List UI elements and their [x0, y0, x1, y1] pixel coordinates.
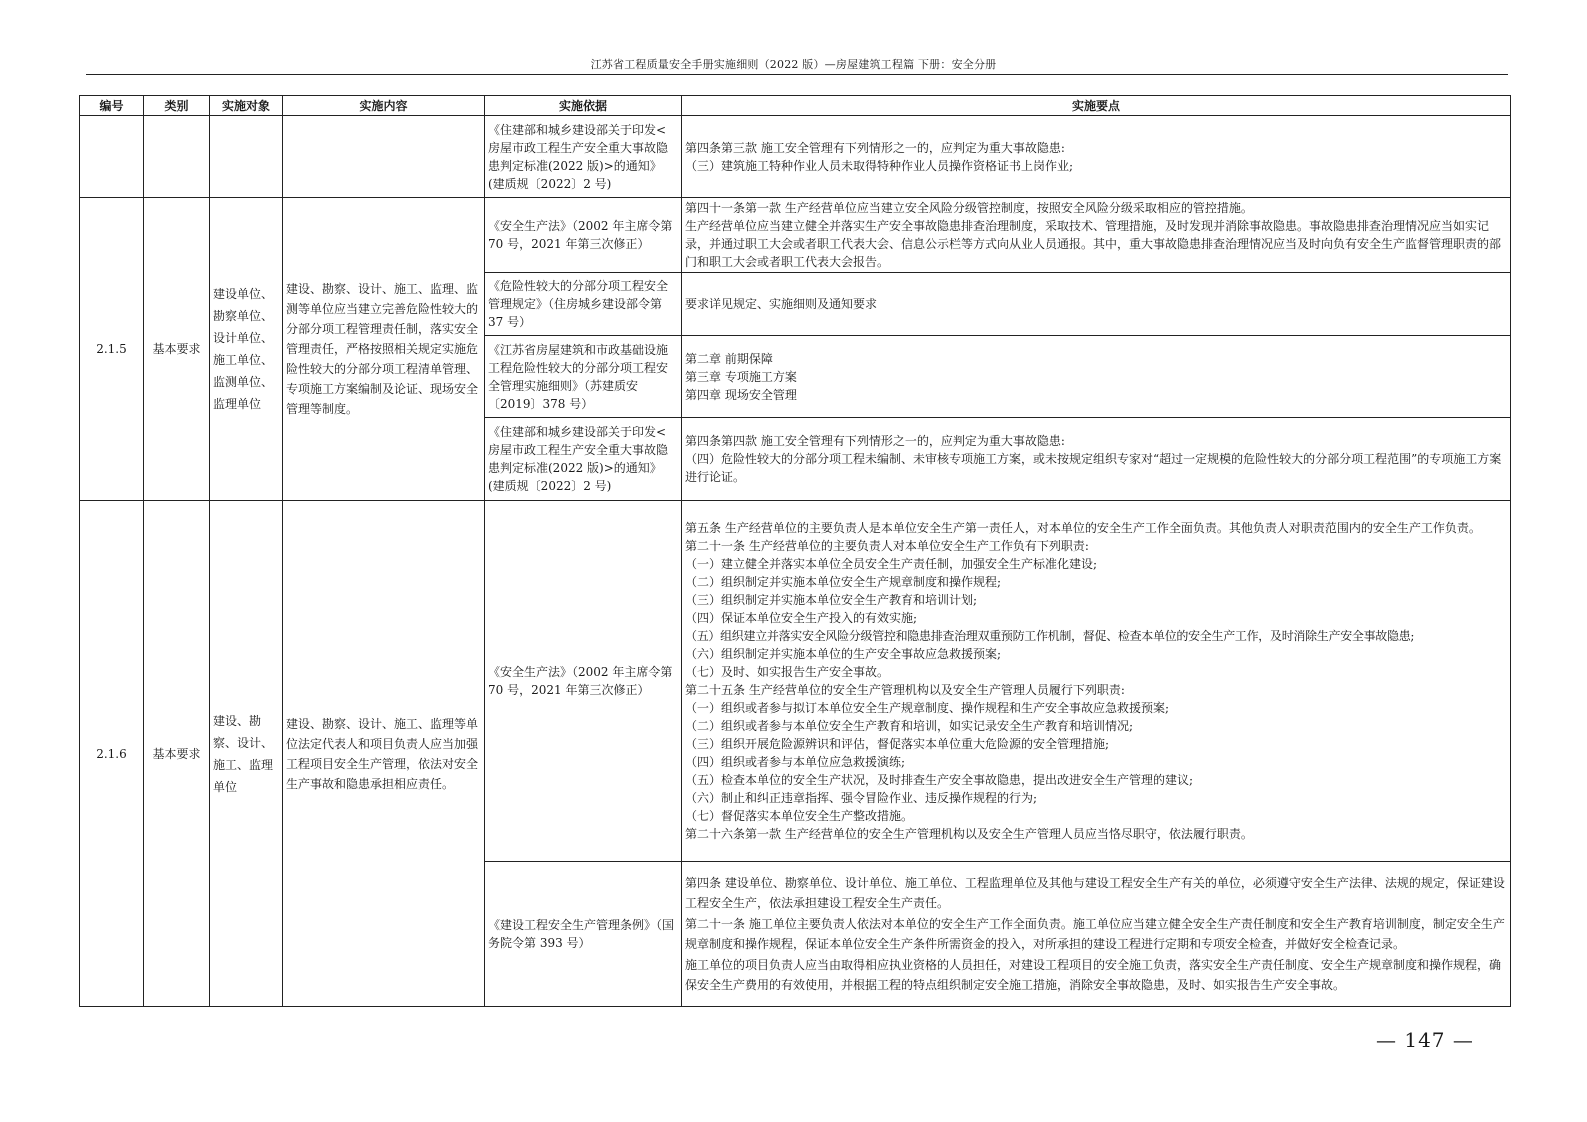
point-line: 第三章 专项施工方案 — [685, 369, 797, 384]
point-line: 第二十一条 施工单位主要负责人依法对本单位的安全生产工作全面负责。施工单位应当建立健全安全生产责任制度和安全生产教育培训制度，制定安全生产规章制度和操作规程，保证本单位安全生产条件所需资金的投入，对所承担的建设工程进行定期和专项安全检查，并做好安全检查记录。 — [685, 916, 1505, 951]
point-line: （四）保证本单位安全生产投入的有效实施; — [685, 611, 918, 625]
point-line: 第二章 前期保障 — [685, 351, 773, 366]
number-cell — [80, 116, 144, 198]
running-header: 江苏省工程质量安全手册实施细则（2022 版）—房屋建筑工程篇 下册：安全分册 — [590, 58, 997, 71]
points-cell — [682, 336, 1511, 418]
page-number: — 147 — — [1376, 1028, 1474, 1052]
point-line: 第五条 生产经营单位的主要负责人是本单位安全生产第一责任人，对本单位的安全生产工作全面负责。其他负责人对职责范围内的安全生产工作负责。 — [685, 521, 1481, 535]
point-line: （五）组织建立并落实安全风险分级管控和隐患排查治理双重预防工作机制，督促、检查本单位的安全生产工作，及时消除生产安全事故隐患; — [685, 629, 1415, 643]
point-line: （一）组织或者参与拟订本单位安全生产规章制度、操作规程和生产安全事故应急救援预案; — [685, 701, 1170, 715]
category-cell: 基本要求 — [144, 198, 210, 501]
point-line: 第四条第四款 施工安全管理有下列情形之一的，应判定为重大事故隐患: — [685, 434, 1065, 448]
point-line: 第四条 建设单位、勘察单位、设计单位、施工单位、工程监理单位及其他与建设工程安全生产有关的单位，必须遵守安全生产法律、法规的规定，保证建设工程安全生产，依法承担建设工程安全生产责任。 — [685, 875, 1505, 910]
point-line: （七）督促落实本单位安全生产整改措施。 — [685, 809, 914, 823]
col-header-basis: 实施依据 — [485, 96, 682, 116]
col-header-category: 类别 — [144, 96, 210, 116]
point-line: 第四章 现场安全管理 — [685, 387, 797, 402]
points-cell — [682, 501, 1511, 862]
point-line: （一）建立健全并落实本单位全员安全生产责任制，加强安全生产标准化建设; — [685, 557, 1098, 571]
table-row — [80, 116, 1511, 198]
point-line: （六）制止和纠正违章指挥、强令冒险作业、违反操作规程的行为; — [685, 791, 1038, 805]
point-line: （四）危险性较大的分部分项工程未编制、未审核专项施工方案，或未按规定组织专家对“超过一定规模的危险性较大的分部分项工程范围”的专项施工方案进行论证。 — [685, 452, 1502, 484]
point-line: 生产经营单位应当建立健全并落实生产安全事故隐患排查治理制度，采取技术、管理措施，及时发现并消除事故隐患。事故隐患排查治理情况应当如实记录，并通过职工大会或者职工代表大会、信息公示栏等方式向从业人员通报。其中，重大事故隐患排查治理情况应当及时向负有安全生产监督管理职责的部门和职工大会或者职工代表大会报告。 — [685, 219, 1502, 269]
point-line: （三）建筑施工特种作业人员未取得特种作业人员操作资格证书上岗作业; — [685, 158, 1074, 173]
content-cell: 建设、勘察、设计、施工、监理、监测等单位应当建立完善危险性较大的分部分项工程管理责任制，落实安全管理责任，严格按照相关规定实施危险性较大的分部分项工程清单管理、专项施工方案编制及论证、现场安全管理等制度。 — [283, 198, 485, 501]
point-line: 第二十一条 生产经营单位的主要负责人对本单位安全生产工作负有下列职责: — [685, 539, 1089, 553]
content-cell: 建设、勘察、设计、施工、监理等单位法定代表人和项目负责人应当加强工程项目安全生产管理，依法对安全生产事故和隐患承担相应责任。 — [283, 501, 485, 1007]
subject-cell: 建设、勘察、设计、施工、监理单位 — [210, 501, 283, 1007]
col-header-points: 实施要点 — [682, 96, 1511, 116]
point-line: （五）检查本单位的安全生产状况，及时排查生产安全事故隐患，提出改进安全生产管理的建议; — [685, 773, 1194, 787]
number-cell: 2.1.5 — [80, 198, 144, 501]
basis-cell: 《住建部和城乡建设部关于印发<房屋市政工程生产安全重大事故隐患判定标准(2022 版)>的通知》(建质规〔2022〕2 号) — [485, 418, 682, 501]
basis-cell: 《住建部和城乡建设部关于印发<房屋市政工程生产安全重大事故隐患判定标准(2022 版)>的通知》(建质规〔2022〕2 号) — [485, 116, 682, 198]
category-cell: 基本要求 — [144, 501, 210, 1007]
implementation-table — [79, 95, 1511, 1007]
point-line: 第二十五条 生产经营单位的安全生产管理机构以及安全生产管理人员履行下列职责: — [685, 683, 1125, 697]
number-cell: 2.1.6 — [80, 501, 144, 1007]
points-cell — [682, 273, 1511, 336]
col-header-content: 实施内容 — [283, 96, 485, 116]
basis-cell: 《建设工程安全生产管理条例》（国务院令第 393 号） — [485, 862, 682, 1007]
table-header-row — [80, 96, 1511, 116]
header-rule — [86, 74, 1508, 75]
points-cell — [682, 116, 1511, 198]
subject-cell — [210, 116, 283, 198]
content-cell — [283, 116, 485, 198]
point-line: （三）组织制定并实施本单位安全生产教育和培训计划; — [685, 593, 978, 607]
col-header-subject: 实施对象 — [210, 96, 283, 116]
point-line: （二）组织或者参与本单位安全生产教育和培训，如实记录安全生产教育和培训情况; — [685, 719, 1134, 733]
points-cell — [682, 418, 1511, 501]
point-line: （六）组织制定并实施本单位的生产安全事故应急救援预案; — [685, 647, 1002, 661]
point-line: 施工单位的项目负责人应当由取得相应执业资格的人员担任，对建设工程项目的安全施工负责，落实安全生产责任制度、安全生产规章制度和操作规程，确保安全生产费用的有效使用，并根据工程的特点组织制定安全施工措施，消除安全事故隐患，及时、如实报告生产安全事故。 — [685, 957, 1502, 992]
basis-cell: 《危险性较大的分部分项工程安全管理规定》（住房城乡建设部令第 37 号） — [485, 273, 682, 336]
point-line: 第四十一条第一款 生产经营单位应当建立安全风险分级管控制度，按照安全风险分级采取相应的管控措施。 — [685, 201, 1253, 215]
point-line: 第四条第三款 施工安全管理有下列情形之一的，应判定为重大事故隐患: — [685, 140, 1065, 155]
point-line: （二）组织制定并实施本单位安全生产规章制度和操作规程; — [685, 575, 1002, 589]
point-line: 要求详见规定、实施细则及通知要求 — [685, 297, 878, 311]
table-row — [80, 501, 1511, 862]
basis-cell: 《安全生产法》（2002 年主席令第 70 号，2021 年第三次修正） — [485, 501, 682, 862]
category-cell — [144, 116, 210, 198]
basis-cell: 《安全生产法》（2002 年主席令第 70 号，2021 年第三次修正） — [485, 198, 682, 273]
point-line: 第二十六条第一款 生产经营单位的安全生产管理机构以及安全生产管理人员应当恪尽职守，依法履行职责。 — [685, 827, 1253, 841]
points-cell — [682, 862, 1511, 1007]
table-row — [80, 198, 1511, 273]
subject-cell: 建设单位、勘察单位、设计单位、施工单位、监测单位、监理单位 — [210, 198, 283, 501]
point-line: （七）及时、如实报告生产安全事故。 — [685, 665, 890, 679]
col-header-number: 编号 — [80, 96, 144, 116]
point-line: （四）组织或者参与本单位应急救援演练; — [685, 755, 906, 769]
points-cell — [682, 198, 1511, 273]
point-line: （三）组织开展危险源辨识和评估，督促落实本单位重大危险源的安全管理措施; — [685, 737, 1110, 751]
basis-cell: 《江苏省房屋建筑和市政基础设施工程危险性较大的分部分项工程安全管理实施细则》（苏建质安〔2019〕378 号） — [485, 336, 682, 418]
